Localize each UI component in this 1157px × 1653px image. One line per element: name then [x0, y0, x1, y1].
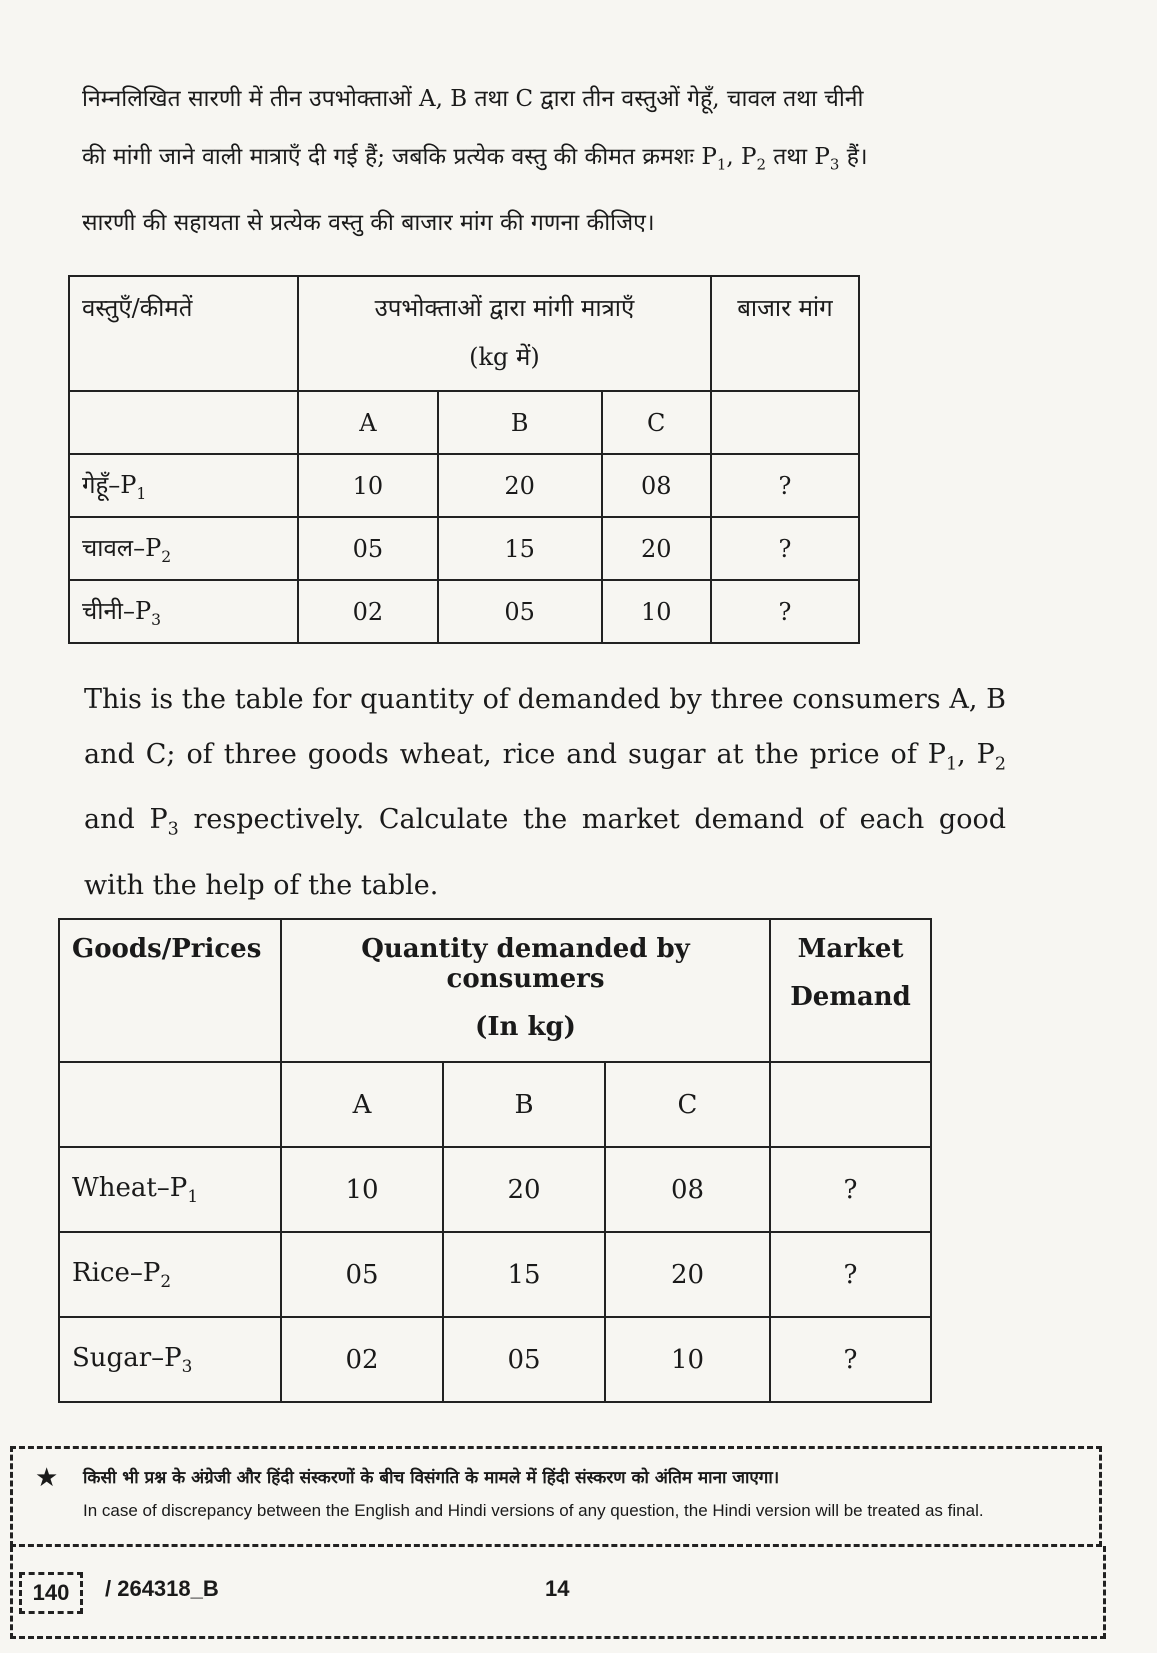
- qty-a: 05: [298, 517, 438, 580]
- header-quantity: उपभोक्ताओं द्वारा मांगी मात्राएँ (kg में): [298, 276, 711, 391]
- hindi-question-line1: निम्नलिखित सारणी में तीन उपभोक्ताओं A, B तथा C द्वारा तीन वस्तुओं गेहूँ, चावल तथा चीनी: [82, 86, 864, 112]
- english-demand-table: [58, 918, 932, 1403]
- qty-a: 02: [281, 1317, 443, 1402]
- qty-c: 20: [602, 517, 711, 580]
- market-demand: ?: [770, 1317, 931, 1402]
- blank-cell: [69, 391, 298, 454]
- consumer-c: C: [602, 391, 711, 454]
- table-row: [59, 1232, 931, 1317]
- qty-c: 20: [605, 1232, 770, 1317]
- table-row: [69, 580, 859, 643]
- blank-cell: [770, 1062, 931, 1147]
- market-demand: ?: [711, 454, 859, 517]
- consumer-b: B: [438, 391, 602, 454]
- page-number: 14: [545, 1576, 570, 1601]
- qty-a: 05: [281, 1232, 443, 1317]
- market-demand: ?: [770, 1147, 931, 1232]
- consumer-c: C: [605, 1062, 770, 1147]
- market-demand: ?: [711, 580, 859, 643]
- market-demand: ?: [711, 517, 859, 580]
- english-question: This is the table for quantity of demanded by three consumers A, B and C; of three goods wheat, rice and sugar at the price of $P_1$, $P_2$ and $P_3$ respectively. Calculate the market demand of each good with the help of the table.: [84, 684, 1006, 901]
- good-name: $चीनी-P_3$: [69, 580, 298, 643]
- hindi-question-line2: की मांगी जाने वाली मात्राएँ दी गई हैं; जबकि प्रत्येक वस्तु की कीमत क्रमशः $P_1$, $P_2$ तथा $P_3$ हैं।: [82, 144, 868, 174]
- qty-a: 10: [298, 454, 438, 517]
- blank-cell: [59, 1062, 281, 1147]
- header-goods: Goods/Prices: [59, 919, 281, 1062]
- page-box: 140: [19, 1572, 83, 1614]
- table-row: [69, 454, 859, 517]
- good-name: Sugar–$P_3$: [59, 1317, 281, 1402]
- table-row: [69, 517, 859, 580]
- hindi-question-line3: सारणी की सहायता से प्रत्येक वस्तु की बाजार मांग की गणना कीजिए।: [82, 209, 655, 236]
- hindi-demand-table: [68, 275, 860, 644]
- qty-b: 20: [443, 1147, 605, 1232]
- qty-c: 08: [602, 454, 711, 517]
- table-row: [59, 1317, 931, 1402]
- qty-b: 05: [438, 580, 602, 643]
- qty-b: 15: [443, 1232, 605, 1317]
- qty-a: 02: [298, 580, 438, 643]
- qty-c: 10: [602, 580, 711, 643]
- qty-b: 20: [438, 454, 602, 517]
- notice-hindi: किसी भी प्रश्न के अंग्रेजी और हिंदी संस्करणों के बीच विसंगति के मामले में हिंदी संस्करण को अंतिम माना जाएगा।: [83, 1468, 780, 1488]
- qty-c: 10: [605, 1317, 770, 1402]
- good-name: Wheat–$P_1$: [59, 1147, 281, 1232]
- qty-b: 05: [443, 1317, 605, 1402]
- notice-box: [10, 1446, 1102, 1547]
- consumer-a: A: [298, 391, 438, 454]
- hindi-question: [82, 70, 1042, 252]
- qty-c: 08: [605, 1147, 770, 1232]
- notice-english: In case of discrepancy between the English and Hindi versions of any question, the Hindi version will be treated as final.: [83, 1501, 984, 1520]
- good-name: $गेहूँ-P_1$: [69, 454, 298, 517]
- header-market-demand: बाजार मांग: [711, 276, 859, 391]
- header-market-demand: Market Demand: [770, 919, 931, 1062]
- header-goods: वस्तुएँ/कीमतें: [69, 276, 298, 391]
- blank-cell: [711, 391, 859, 454]
- paper-code: / 264318_B: [105, 1576, 219, 1601]
- qty-a: 10: [281, 1147, 443, 1232]
- qty-b: 15: [438, 517, 602, 580]
- table-row: [59, 1147, 931, 1232]
- good-name: $चावल-P_2$: [69, 517, 298, 580]
- market-demand: ?: [770, 1232, 931, 1317]
- good-name: Rice–$P_2$: [59, 1232, 281, 1317]
- star-icon: ★: [35, 1463, 59, 1493]
- page-footer: [10, 1546, 1106, 1639]
- consumer-a: A: [281, 1062, 443, 1147]
- discrepancy-notice: [10, 1446, 1098, 1646]
- header-quantity: Quantity demanded by consumers (In kg): [281, 919, 770, 1062]
- consumer-b: B: [443, 1062, 605, 1147]
